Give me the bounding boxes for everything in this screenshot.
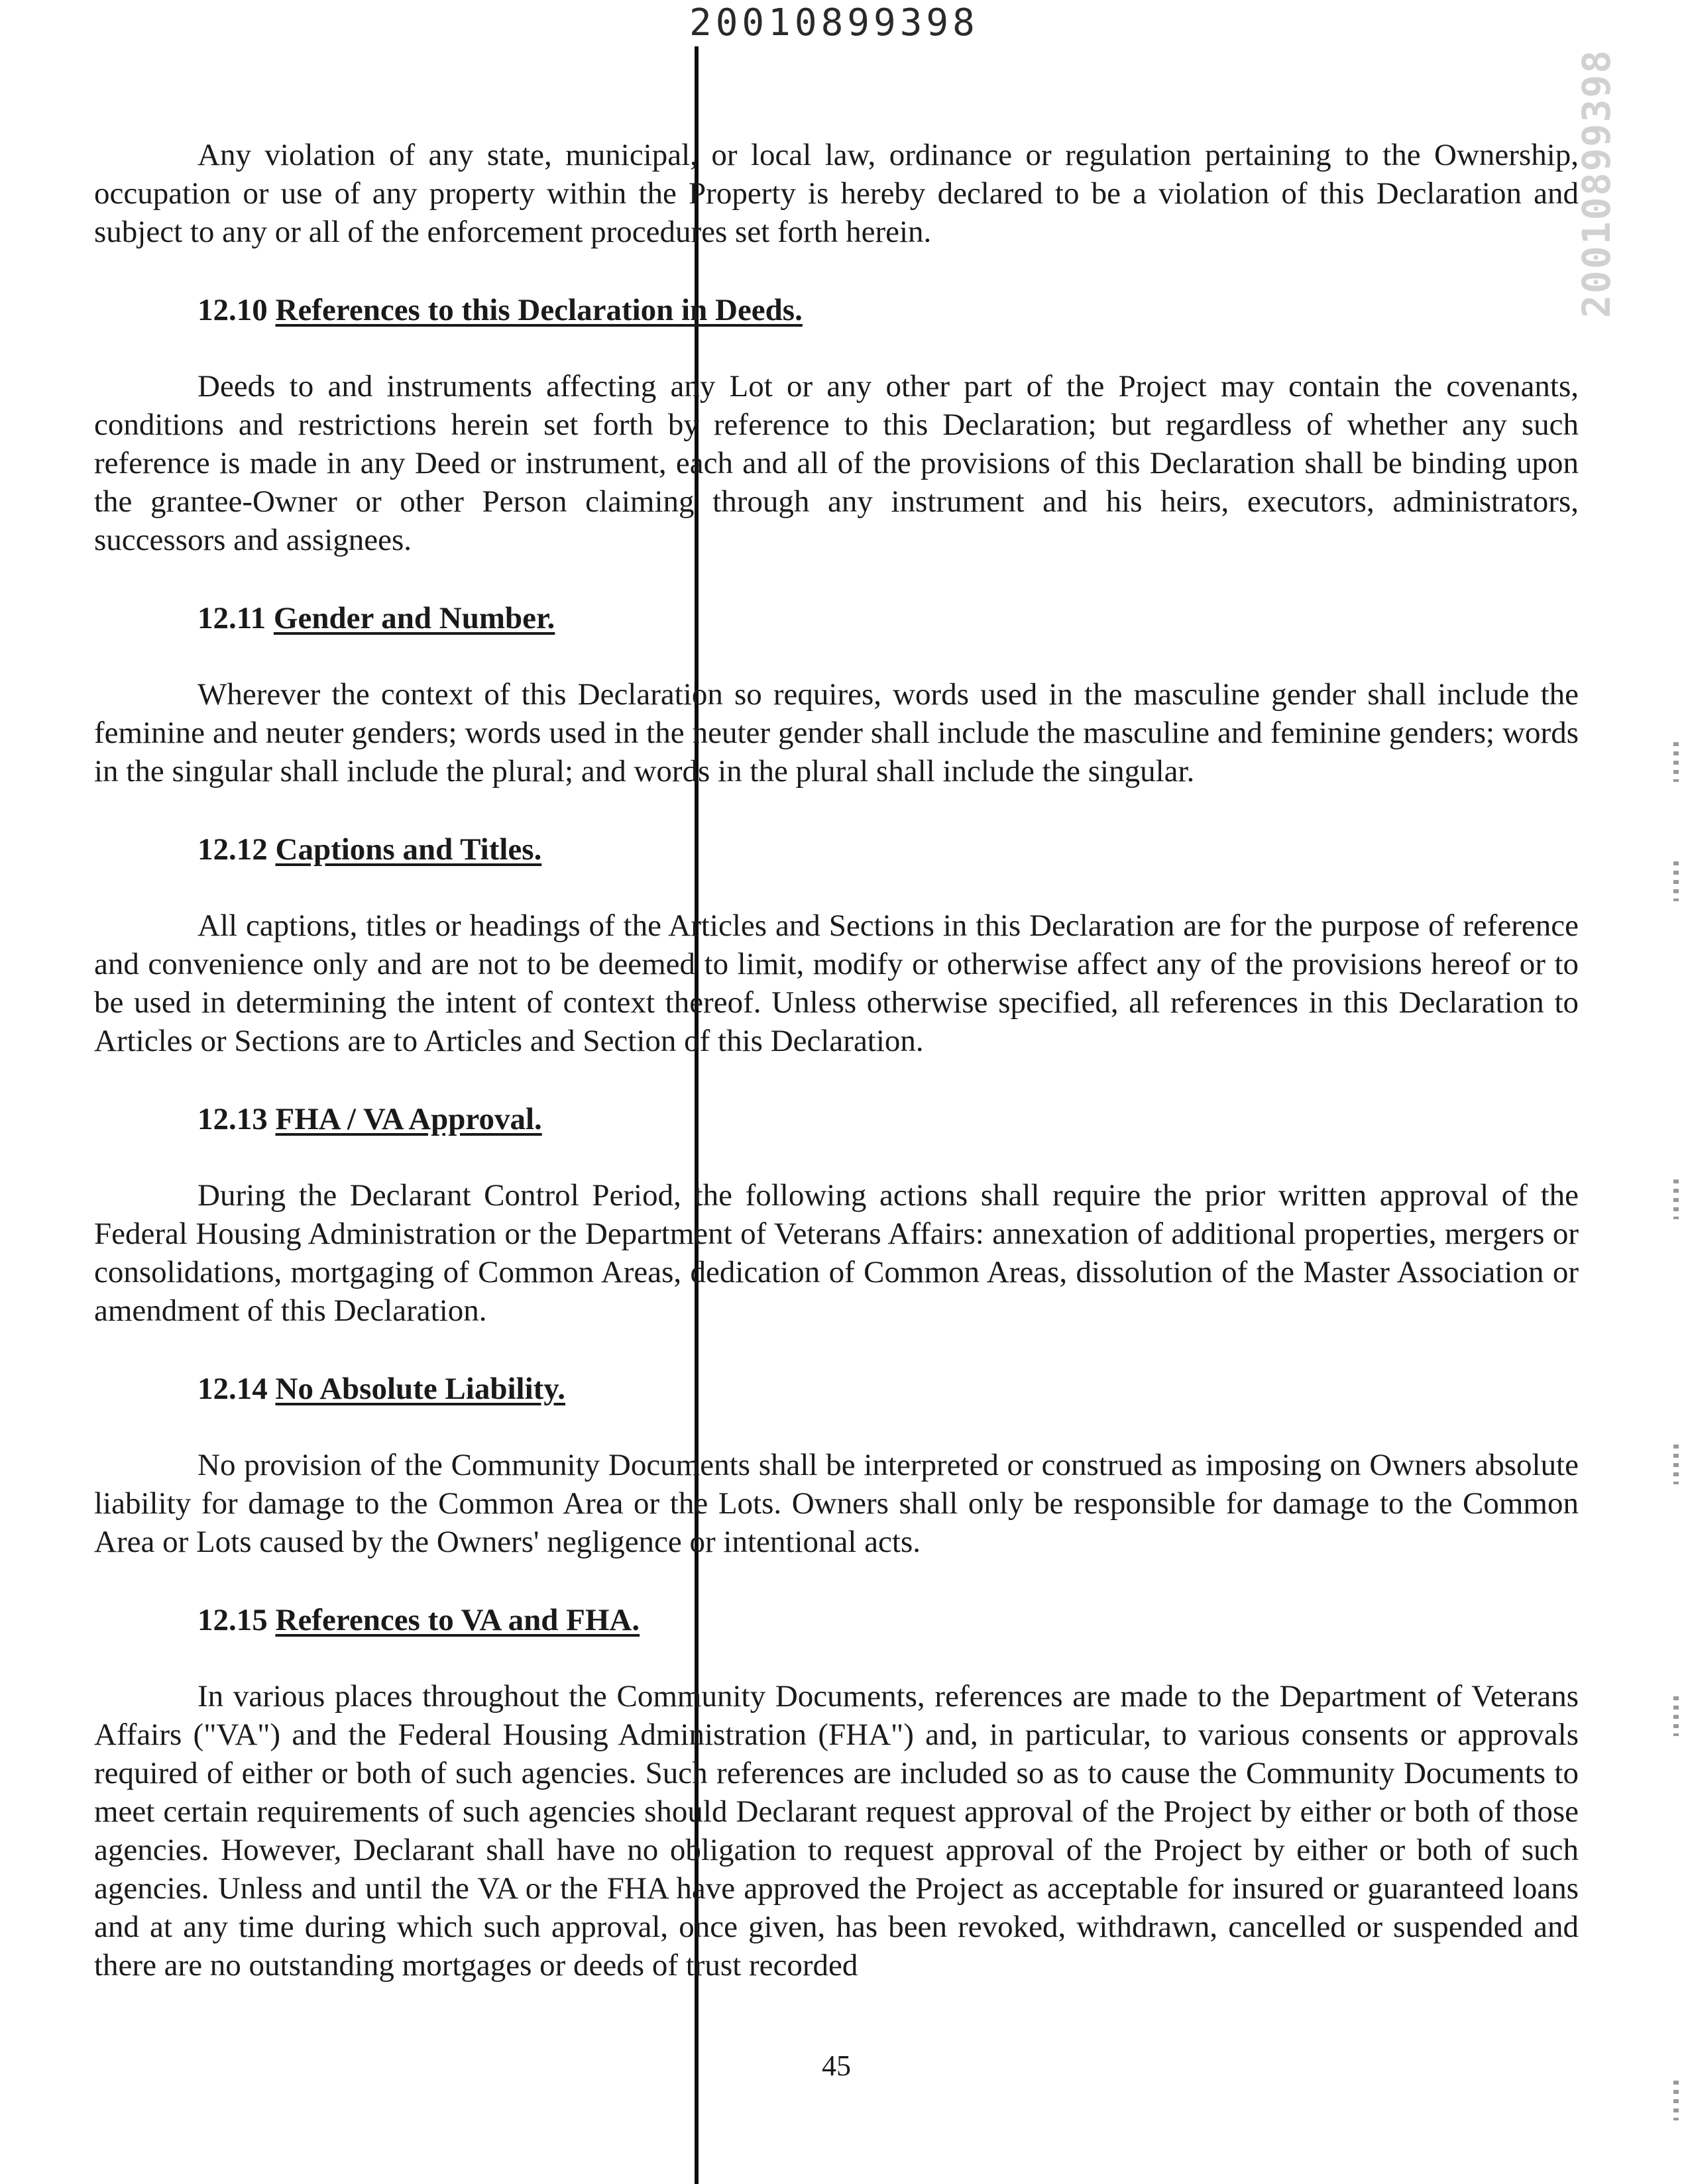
section-heading	[94, 291, 1579, 329]
section-heading	[94, 830, 1579, 869]
section-title: References to this Declaration in Deeds.	[275, 293, 803, 327]
margin-mark	[1673, 861, 1679, 901]
section-title: No Absolute Liability.	[275, 1372, 565, 1406]
section-number: 12.10	[197, 293, 268, 327]
section-number: 12.13	[197, 1102, 268, 1136]
section-title: References to VA and FHA.	[275, 1603, 640, 1637]
section-heading	[94, 599, 1579, 637]
section-number: 12.14	[197, 1372, 268, 1406]
section-paragraph: All captions, titles or headings of the Articles and Sections in this Declaration are for the purpose of reference and convenience only and are not to be deemed to limit, modify or otherwise affect any of the provisions hereof or to be used in determining the intent of context thereof. Unless otherwise specified, all references in this Declaration to Articles or Sections are to Articles and Section of this Declaration.	[94, 908, 1579, 1058]
margin-mark	[1673, 1179, 1679, 1219]
section-heading	[94, 1370, 1579, 1408]
section-number: 12.11	[197, 601, 266, 635]
document-number: 20010899398	[689, 1, 979, 44]
recording-stamp: 20010899398	[1574, 48, 1619, 318]
section-paragraph: In various places throughout the Community Documents, references are made to the Department of Veterans Affairs ("VA") and the Federal Housing Administration (FHA") and, in particular, to various consents or approvals required of either or both of such agencies. Such references are included so as to cause the Community Documents to meet certain requirements of such agencies should Declarant request approval of the Project by either or both of those agencies. However, Declarant shall have no obligation to request approval of the Project by either or both of such agencies. Unless and until the VA or the FHA have approved the Project as acceptable for insured or guaranteed loans and at any time during which such approval, once given, has been revoked, withdrawn, cancelled or suspended and there are no outstanding mortgages or deeds of trust recorded	[94, 1679, 1579, 1983]
section-number: 12.15	[197, 1603, 268, 1637]
document-body	[94, 136, 1579, 1985]
section-paragraph: Any violation of any state, municipal, or local law, ordinance or regulation pertaining to the Ownership, occupation or use of any property within the Property is hereby declared to be a violation of this Declaration and subject to any or all of the enforcement procedures set forth herein.	[94, 138, 1579, 249]
margin-mark	[1673, 1696, 1679, 1736]
section-number: 12.12	[197, 832, 268, 867]
section-paragraph: No provision of the Community Documents shall be interpreted or construed as imposing on Owners absolute liability for damage to the Common Area or the Lots. Owners shall only be responsible for damage to the Common Area or Lots caused by the Owners' negligence or intentional acts.	[94, 1448, 1579, 1559]
section-title: Gender and Number.	[273, 601, 555, 635]
section-title: Captions and Titles.	[275, 832, 542, 867]
section-paragraph: Deeds to and instruments affecting any Lot or any other part of the Project may contain the covenants, conditions and restrictions herein set forth by reference to this Declaration; but regardless of whether any such reference is made in any Deed or instrument, each and all of the provisions of this Declaration shall be binding upon the grantee-Owner or other Person claiming through any instrument and his heirs, executors, administrators, successors and assignees.	[94, 369, 1579, 557]
section-title: FHA / VA Approval.	[275, 1102, 542, 1136]
margin-mark	[1673, 1445, 1679, 1484]
section-heading	[94, 1601, 1579, 1639]
section-paragraph: During the Declarant Control Period, the following actions shall require the prior written approval of the Federal Housing Administration or the Department of Veterans Affairs: annexation of additional properties, mergers or consolidations, mortgaging of Common Areas, dedication of Common Areas, dissolution of the Master Association or amendment of this Declaration.	[94, 1178, 1579, 1328]
margin-mark	[1673, 2081, 1679, 2120]
section-paragraph: Wherever the context of this Declaration so requires, words used in the masculine gender shall include the feminine and neuter genders; words used in the neuter gender shall include the masculine and feminine genders; words in the singular shall include the plural; and words in the plural shall include the singular.	[94, 677, 1579, 789]
page-number: 45	[822, 2049, 851, 2082]
section-heading	[94, 1100, 1579, 1138]
margin-mark	[1673, 742, 1679, 782]
